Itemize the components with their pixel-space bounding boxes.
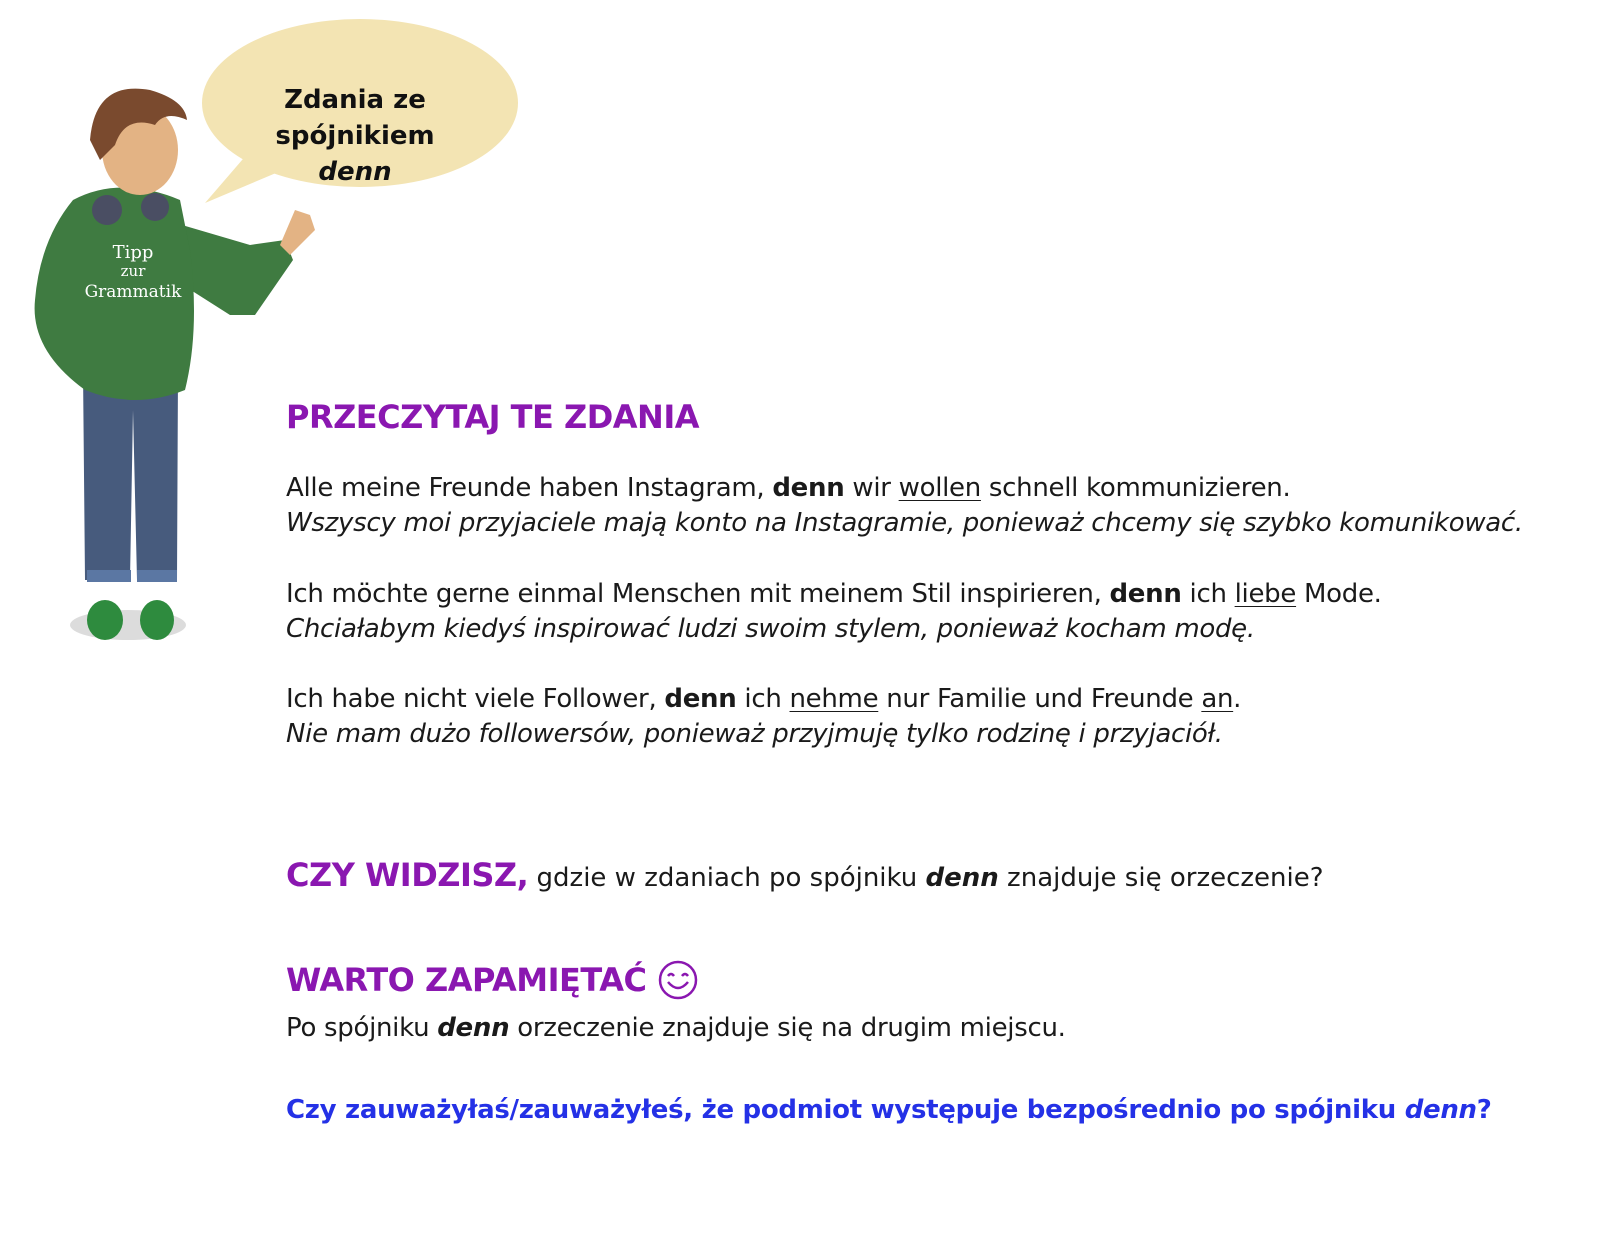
sentence-pl-2: Chciałabym kiedyś inspirować ludzi swoim stylem, ponieważ kocham modę. bbox=[286, 614, 1255, 644]
verb-underlined: liebe bbox=[1234, 579, 1297, 609]
sentence-pl-3: Nie mam dużo followersów, ponieważ przyjmuję tylko rodzinę i przyjaciół. bbox=[286, 719, 1223, 749]
shirt-text-1: Tipp bbox=[112, 242, 154, 263]
text-segment: Mode. bbox=[1296, 579, 1382, 609]
sentence-de-2 bbox=[286, 579, 1382, 609]
sentence-de-3 bbox=[286, 684, 1241, 714]
verb-underlined: nehme bbox=[789, 684, 879, 714]
text-segment: ? bbox=[1476, 1095, 1492, 1125]
text-segment: ich bbox=[1181, 579, 1235, 609]
text-segment: Czy zauważyłaś/zauważyłeś, że podmiot występuje bezpośrednio po spójniku bbox=[286, 1095, 1405, 1125]
conjunction-denn: denn bbox=[925, 863, 999, 893]
text-segment: wir bbox=[844, 473, 899, 503]
sentence-pl-1: Wszyscy moi przyjaciele mają konto na Instagramie, ponieważ chcemy się szybko komunikować. bbox=[286, 508, 1523, 538]
conjunction-denn: denn bbox=[664, 684, 737, 714]
shirt-text-3: Grammatik bbox=[84, 282, 182, 302]
question-heading: CZY WIDZISZ, bbox=[286, 856, 529, 894]
remember-text bbox=[286, 1013, 1066, 1043]
character-illustration bbox=[25, 80, 325, 650]
text-segment: ich bbox=[736, 684, 790, 714]
smiley-icon bbox=[658, 960, 698, 1000]
conjunction-denn: denn bbox=[1109, 579, 1182, 609]
verb-underlined: wollen bbox=[898, 473, 981, 503]
remember-heading-row bbox=[286, 960, 698, 1000]
text-segment: gdzie w zdaniach po spójniku bbox=[528, 863, 926, 893]
bubble-line2: denn bbox=[318, 157, 392, 187]
prefix-underlined: an bbox=[1201, 684, 1234, 714]
note-question bbox=[286, 1095, 1492, 1125]
sentence-de-1 bbox=[286, 473, 1290, 503]
shirt-text-2: zur bbox=[120, 262, 146, 280]
question-line bbox=[286, 856, 1324, 894]
text-segment: Ich habe nicht viele Follower, bbox=[286, 684, 665, 714]
remember-heading: WARTO ZAPAMIĘTAĆ bbox=[286, 961, 647, 999]
bubble-line1: Zdania ze spójnikiem bbox=[275, 85, 435, 151]
section-heading-read: PRZECZYTAJ TE ZDANIA bbox=[286, 398, 699, 436]
conjunction-denn: denn bbox=[772, 473, 845, 503]
conjunction-denn: denn bbox=[437, 1013, 510, 1043]
text-segment: Ich möchte gerne einmal Menschen mit meinem Stil inspirieren, bbox=[286, 579, 1110, 609]
text-segment: . bbox=[1233, 684, 1242, 714]
text-segment: schnell kommunizieren. bbox=[980, 473, 1291, 503]
text-segment: Po spójniku bbox=[286, 1013, 438, 1043]
text-segment: nur Familie und Freunde bbox=[878, 684, 1202, 714]
text-segment: znajduje się orzeczenie? bbox=[998, 863, 1324, 893]
conjunction-denn: denn bbox=[1404, 1095, 1477, 1125]
text-segment: Alle meine Freunde haben Instagram, bbox=[286, 473, 773, 503]
text-segment: orzeczenie znajduje się na drugim miejscu. bbox=[509, 1013, 1066, 1043]
